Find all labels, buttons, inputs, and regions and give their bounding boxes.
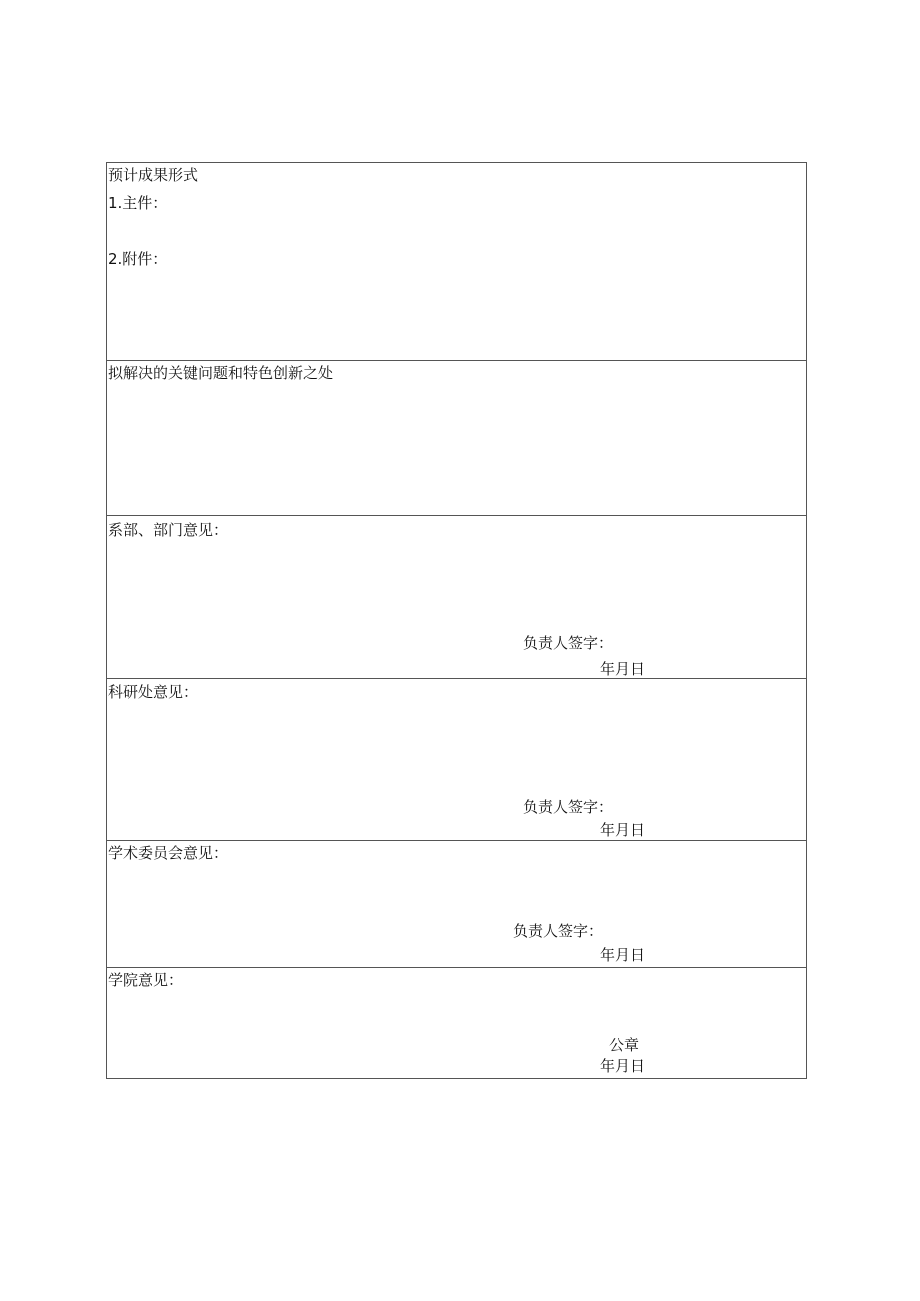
section-title-key-issues: 拟解决的关键问题和特色创新之处	[108, 364, 334, 382]
section-title-academic-committee: 学术委员会意见：	[108, 844, 229, 862]
section-title-college: 学院意见：	[108, 971, 184, 989]
department-date-label: 年月日	[600, 660, 646, 678]
department-signature-label: 负责人签字：	[523, 634, 614, 652]
section-research-office-opinion	[107, 679, 806, 841]
research-office-date-label: 年月日	[600, 821, 646, 839]
research-office-signature-label: 负责人签字：	[523, 798, 614, 816]
section-title-department: 系部、部门意见：	[108, 521, 229, 539]
college-seal-label: 公章	[609, 1036, 640, 1054]
section-expected-outcome	[107, 163, 806, 361]
attachment-item-label: 2.附件：	[108, 250, 168, 268]
main-item-label: 1.主件：	[108, 194, 168, 212]
approval-form-table	[106, 162, 807, 1079]
section-college-opinion	[107, 968, 806, 1078]
section-title-research-office: 科研处意见：	[108, 683, 199, 701]
section-academic-committee-opinion	[107, 841, 806, 968]
section-title-expected-outcome: 预计成果形式	[108, 166, 199, 184]
section-department-opinion	[107, 516, 806, 679]
college-date-label: 年月日	[600, 1057, 646, 1075]
section-key-issues	[107, 361, 806, 516]
academic-committee-date-label: 年月日	[600, 946, 646, 964]
academic-committee-signature-label: 负责人签字：	[513, 922, 604, 940]
